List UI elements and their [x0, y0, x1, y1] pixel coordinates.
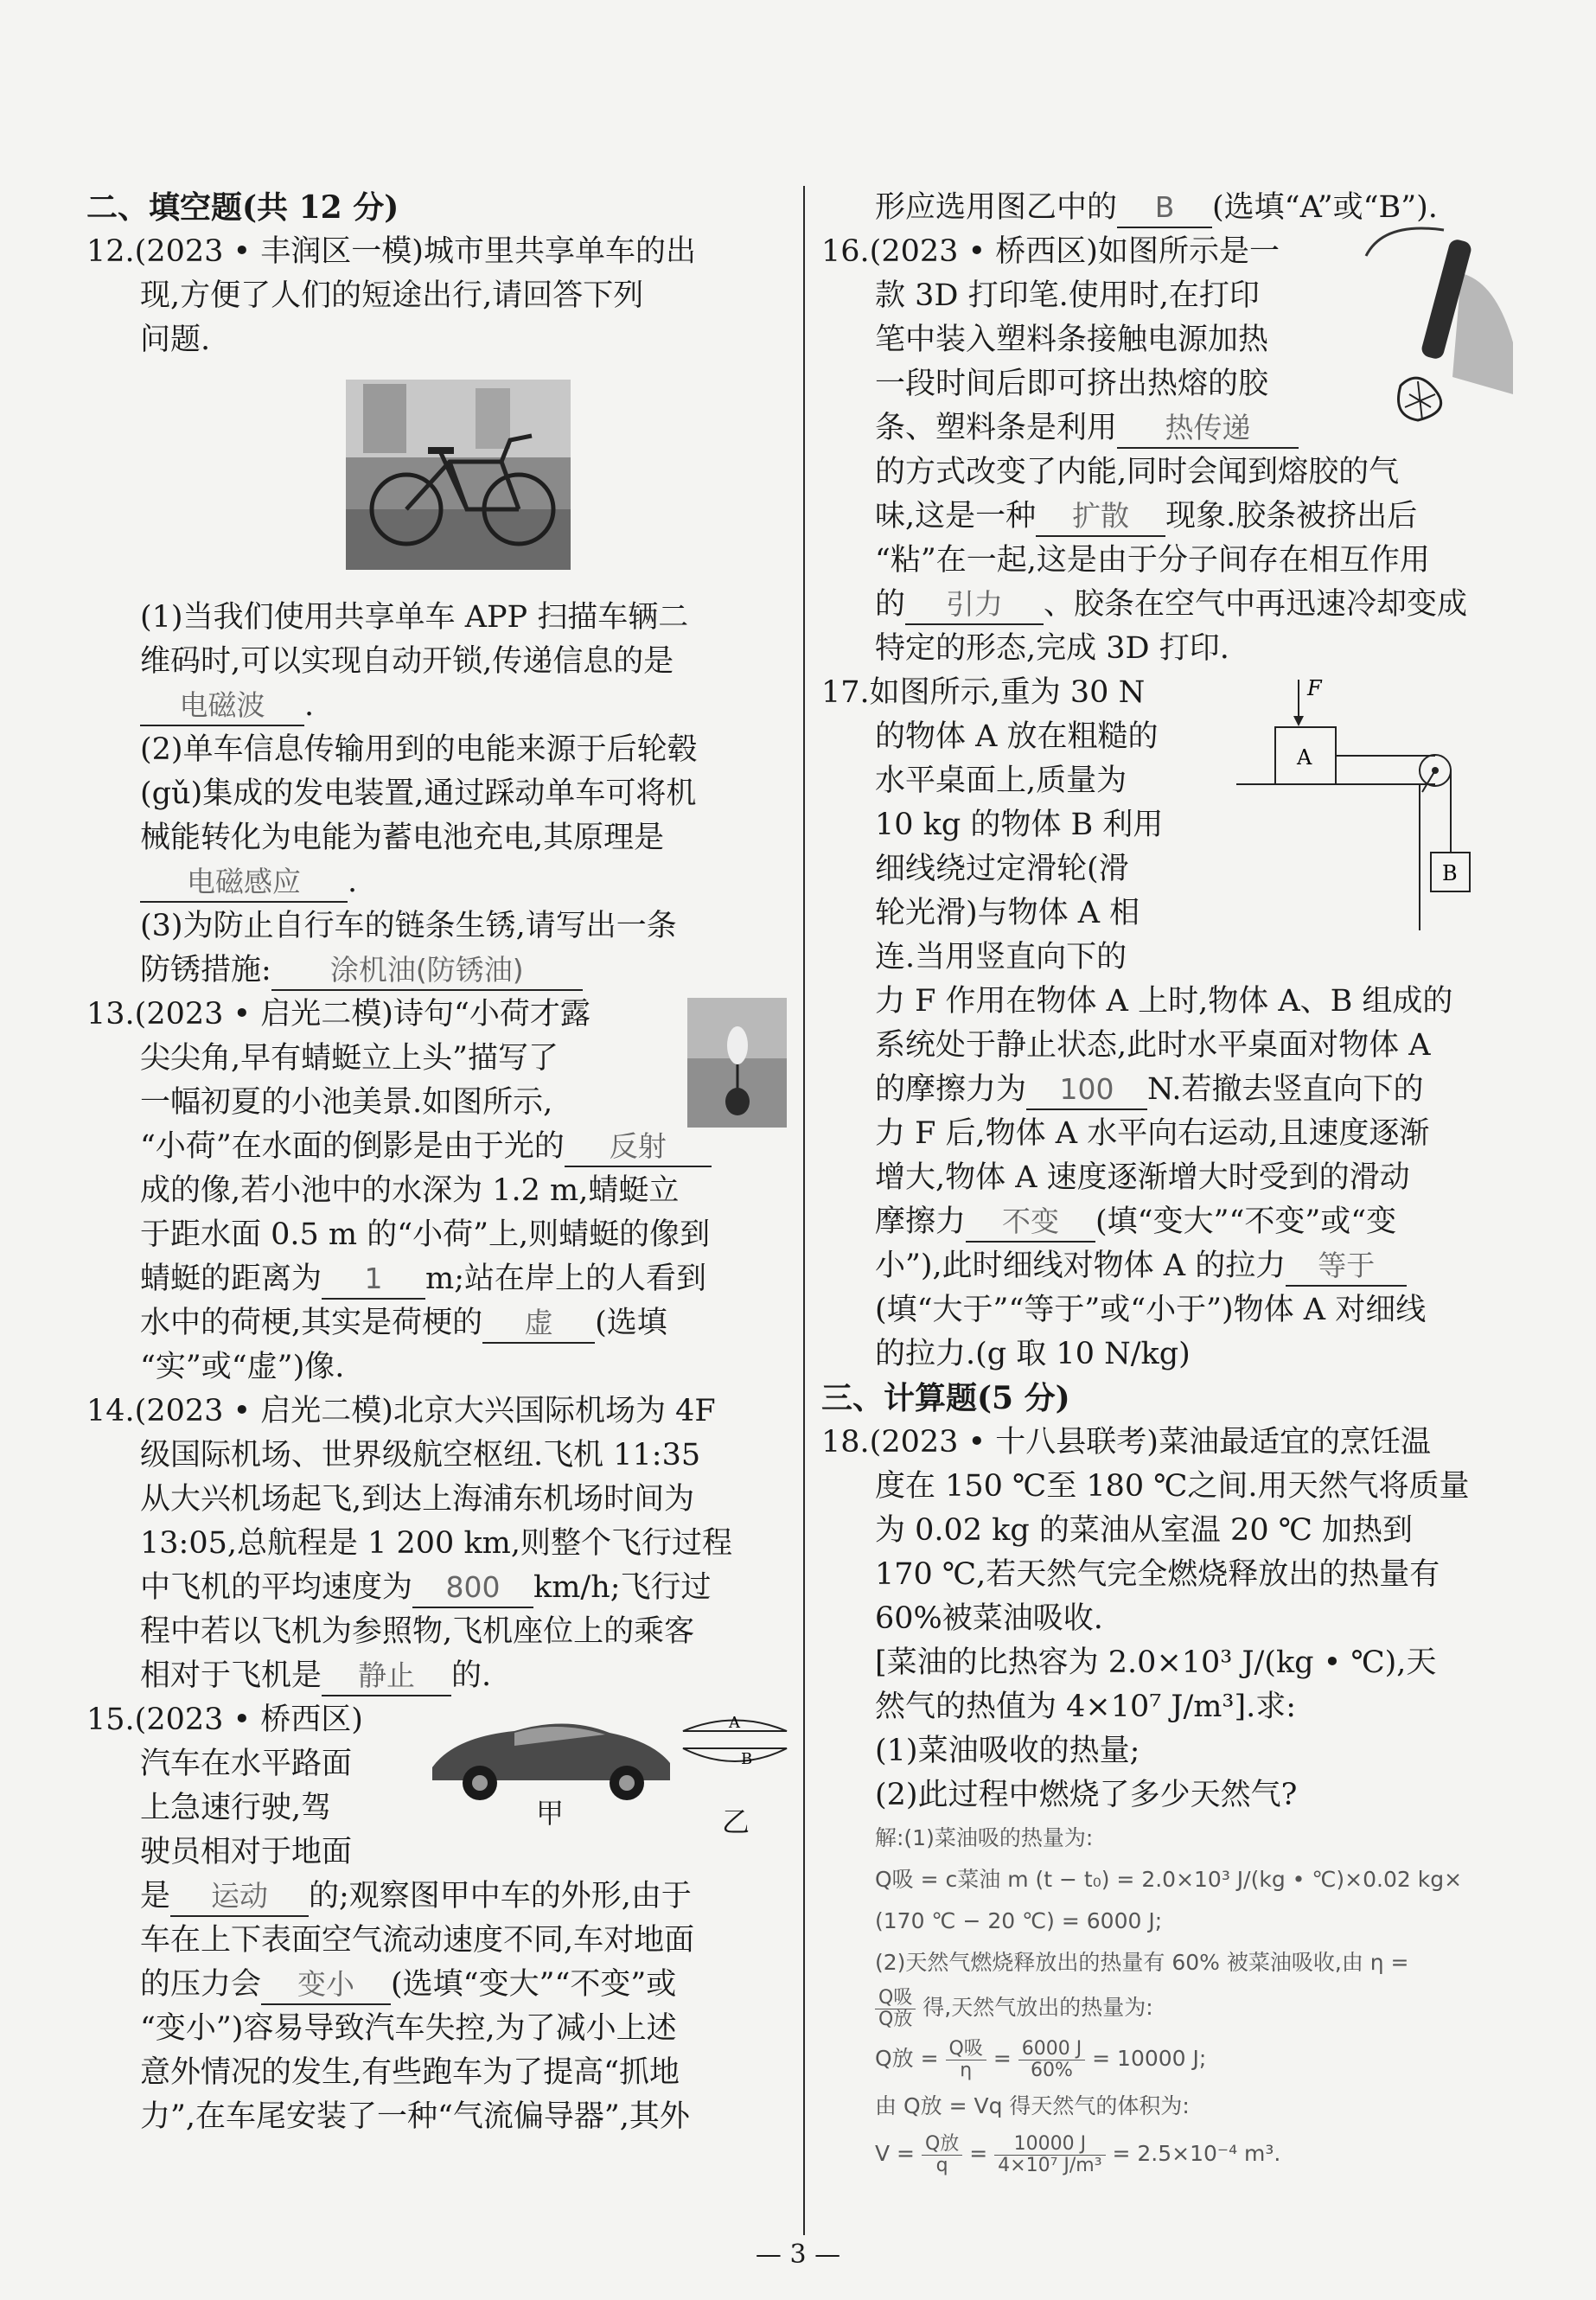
- q15-text: (选填“变大”“不变”或: [391, 1967, 677, 2002]
- q17-text: N.若撤去竖直向下的: [1147, 1072, 1424, 1107]
- q17-line: 17.如图所示,重为 30 N: [821, 675, 1146, 710]
- q14-line: 级国际机场、世界级航空枢纽.飞机 11:35: [140, 1438, 701, 1473]
- q17-text: (填“变大”“不变”或“变: [1095, 1204, 1397, 1239]
- fraction: $\frac{\text{Q吸}}{\text{Q放}}$: [875, 1988, 916, 2030]
- solution-text: =: [993, 2046, 1012, 2071]
- q17-text: 摩擦力: [875, 1204, 967, 1239]
- q16-line: 的方式改变了内能,同时会闻到熔胶的气: [875, 455, 1400, 489]
- q12-line: 维码时,可以实现自动开锁,传递信息的是: [140, 644, 674, 679]
- q17-line: 轮光滑)与物体 A 相: [875, 896, 1140, 930]
- q18-line: 60%被菜油吸收.: [875, 1601, 1103, 1636]
- q18-line: 18.(2023 • 十八县联考)菜油最适宜的烹饪温: [821, 1425, 1431, 1460]
- answer-blank[interactable]: 100: [1026, 1070, 1147, 1110]
- q15-text: 的压力会: [140, 1967, 262, 2002]
- q14-text: km/h;飞行过: [533, 1570, 712, 1605]
- q18-subquestion: (2)此过程中燃烧了多少天然气?: [875, 1778, 1298, 1812]
- q15-line: 汽车在水平路面: [140, 1747, 353, 1781]
- q16-line: 笔中装入塑料条接触电源加热: [875, 323, 1269, 357]
- q16-text: 条、塑料条是利用: [875, 411, 1118, 445]
- q13-line: 一幅初夏的小池美景.如图所示,: [140, 1085, 553, 1120]
- q17-line: 水平桌面上,质量为: [875, 763, 1127, 798]
- pulley-diagram: [1228, 671, 1513, 939]
- answer-blank[interactable]: 等于: [1286, 1247, 1407, 1287]
- solution-text: = 10000 J;: [1092, 2046, 1207, 2071]
- airfoil-label-B: B: [741, 1750, 753, 1768]
- q12-line: (gǔ)集成的发电装置,通过踩动单车可将机: [140, 776, 697, 811]
- solution-text: 得,天然气放出的热量为:: [922, 1995, 1153, 2020]
- q15-line: 上急速行驶,驾: [140, 1791, 332, 1825]
- lotus-photo: [687, 998, 787, 1128]
- q18-subquestion: (1)菜油吸收的热量;: [875, 1734, 1140, 1768]
- q14-text: 的.: [451, 1658, 492, 1693]
- q12-line: 12.(2023 • 丰润区一模)城市里共享单车的出: [86, 234, 696, 269]
- q15-text: (选填“A”或“B”).: [1212, 190, 1438, 225]
- q16-line: 16.(2023 • 桥西区)如图所示是一: [821, 234, 1280, 269]
- answer-blank[interactable]: 电磁感应: [140, 863, 348, 903]
- q18-line: 然气的热值为 4×10⁷ J/m³].求:: [875, 1690, 1297, 1724]
- q17-line: 10 kg 的物体 B 利用: [875, 808, 1164, 842]
- q15-text: 是: [140, 1879, 171, 1913]
- fraction: $\frac{\text{Q放}}{q}$: [922, 2134, 962, 2176]
- answer-blank[interactable]: 虚: [482, 1304, 595, 1344]
- airfoil-label-A: A: [729, 1714, 740, 1732]
- q17-text: 的摩擦力为: [875, 1072, 1027, 1107]
- q15-line: 力”,在车尾安装了一种“气流偏导器”,其外: [140, 2099, 690, 2134]
- section-title-fill-blank: 二、填空题(共 12 分): [86, 189, 399, 226]
- q14-line: 14.(2023 • 启光二模)北京大兴国际机场为 4F: [86, 1394, 716, 1428]
- column-divider: [803, 186, 805, 2235]
- q13-text: 水中的荷梗,其实是荷梗的: [140, 1306, 483, 1340]
- page-number: — 3 —: [755, 2239, 841, 2270]
- q18-line: [菜油的比热容为 2.0×10³ J/(kg • ℃),天: [875, 1645, 1437, 1680]
- q18-line: 为 0.02 kg 的菜油从室温 20 ℃ 加热到: [875, 1513, 1413, 1548]
- q14-line: 程中若以飞机为参照物,飞机座位上的乘客: [140, 1614, 695, 1649]
- q18-line: 170 ℃,若天然气完全燃烧释放出的热量有: [875, 1557, 1440, 1592]
- q12-line: (2)单车信息传输用到的电能来源于后轮毂: [140, 732, 698, 767]
- block-label-A: A: [1297, 745, 1312, 770]
- question-15: [86, 1698, 795, 2139]
- answer-blank[interactable]: 不变: [966, 1203, 1095, 1243]
- solution-text: = 2.5×10⁻⁴ m³.: [1112, 2141, 1281, 2166]
- solution-text: =: [969, 2141, 988, 2166]
- q17-text: 小”),此时细线对物体 A 的拉力: [875, 1249, 1286, 1283]
- q12-text: 防锈措施:: [140, 953, 271, 987]
- section-title-calculation: 三、计算题(5 分): [821, 1380, 1070, 1416]
- solution-line: [875, 2127, 1526, 2181]
- figure-label-yi: 乙: [722, 1805, 750, 1838]
- answer-blank[interactable]: 反射: [565, 1128, 712, 1167]
- q12-figure-area: [86, 362, 795, 596]
- q16-line: “粘”在一起,这是由于分子间存在相互作用: [875, 543, 1430, 578]
- q13-text: “小荷”在水面的倒影是由于光的: [140, 1129, 565, 1164]
- q16-text: 、胶条在空气中再迅速冷却变成: [1044, 587, 1468, 622]
- solution-line: (170 ℃ − 20 ℃) = 6000 J;: [875, 1908, 1163, 1933]
- answer-blank[interactable]: 扩散: [1036, 497, 1165, 537]
- right-column: [821, 186, 1526, 2181]
- q18-solution: [821, 1818, 1526, 2181]
- answer-blank[interactable]: 静止: [322, 1657, 451, 1696]
- q17-line: 增大,物体 A 速度逐渐增大时受到的滑动: [875, 1160, 1410, 1195]
- question-16: [821, 230, 1526, 671]
- 3d-pen-photo: [1349, 221, 1522, 438]
- solution-text: Q放 =: [875, 2046, 939, 2071]
- figure-label-jia: 甲: [536, 1797, 565, 1830]
- q17-line: 的拉力.(g 取 10 N/kg): [875, 1337, 1191, 1371]
- q12-line: 现,方便了人们的短途出行,请回答下列: [140, 278, 644, 313]
- q15-line: 15.(2023 • 桥西区): [86, 1703, 363, 1737]
- q17-line: 细线绕过定滑轮(滑: [875, 852, 1129, 886]
- question-12: 12.(2023 • 丰润区一模)城市里共享单车的出 现,方便了人们的短途出行,请回答下列 问题. (1)当我们使用共享单车 APP 扫描车辆二 维码时,可以实现自动开锁,传递信息的是 电磁波 . (2)单车信息传输用到的电能来源于后轮毂 (gǔ)集成的发电装置,通过踩动单车可将机 械能转化为电能为蓄电池充电,其原理是 电磁感应 . (3)为防止自行车的链条生锈,请写出一条 防锈措施: 涂机油(防锈油): [86, 230, 795, 993]
- q16-line: 特定的形态,完成 3D 打印.: [875, 631, 1229, 666]
- question-18: [821, 1421, 1526, 2181]
- left-column: [86, 186, 795, 2139]
- q17-line: 力 F 后,物体 A 水平向右运动,且速度逐渐: [875, 1116, 1430, 1151]
- solution-line: (2)天然气燃烧释放出的热量有 60% 被菜油吸收,由 η =: [875, 1950, 1409, 1975]
- q15-line: “变小”)容易导致汽车失控,为了减小上述: [140, 2011, 677, 2046]
- answer-blank[interactable]: 电磁波: [140, 687, 304, 726]
- q13-line: 尖尖角,早有蜻蜓立上头”描写了: [140, 1041, 559, 1076]
- q12-line: (3)为防止自行车的链条生锈,请写出一条: [140, 909, 677, 943]
- q15-line: 驶员相对于地面: [140, 1835, 353, 1869]
- answer-blank[interactable]: 涂机油(防锈油): [271, 951, 583, 991]
- solution-line: [875, 1984, 1526, 2032]
- solution-line: Q吸 = c菜油 m (t − t₀) = 2.0×10³ J/(kg • ℃)×0.02 kg×: [875, 1867, 1463, 1892]
- answer-blank[interactable]: B: [1117, 188, 1212, 228]
- solution-text: V =: [875, 2141, 915, 2166]
- q12-line: (1)当我们使用共享单车 APP 扫描车辆二: [140, 600, 689, 635]
- q17-line: 系统处于静止状态,此时水平桌面对物体 A: [875, 1028, 1431, 1063]
- airfoil-diagram: [679, 1714, 791, 1783]
- solution-line: 由 Q放 = Vq 得天然气的体积为:: [875, 2093, 1190, 2118]
- force-label-F: F: [1307, 676, 1322, 700]
- q17-line: 的物体 A 放在粗糙的: [875, 719, 1159, 754]
- q18-line: 度在 150 ℃至 180 ℃之间.用天然气将质量: [875, 1469, 1470, 1504]
- q17-line: (填“大于”“等于”或“小于”)物体 A 对细线: [875, 1293, 1427, 1327]
- q17-line: 力 F 作用在物体 A 上时,物体 A、B 组成的: [875, 984, 1453, 1019]
- fraction: $\frac{6000 J}{60\%}$: [1018, 2039, 1085, 2081]
- q16-text: 现象.胶条被挤出后: [1165, 499, 1418, 533]
- answer-blank[interactable]: 800: [412, 1568, 533, 1608]
- q13-line: 成的像,若小池中的水深为 1.2 m,蜻蜓立: [140, 1173, 680, 1208]
- q15-text: 形应选用图乙中的: [875, 190, 1118, 225]
- q13-line: 13.(2023 • 启光二模)诗句“小荷才露: [86, 997, 591, 1032]
- q13-line: “实”或“虚”)像.: [140, 1350, 345, 1384]
- question-13: [86, 993, 795, 1390]
- q17-line: 连.当用竖直向下的: [875, 940, 1127, 974]
- q14-text: 相对于飞机是: [140, 1658, 322, 1693]
- block-label-B: B: [1442, 861, 1458, 885]
- answer-blank[interactable]: 运动: [170, 1877, 309, 1917]
- question-14: [86, 1390, 795, 1698]
- q12-line: 械能转化为电能为蓄电池充电,其原理是: [140, 821, 665, 855]
- q14-text: 中飞机的平均速度为: [140, 1570, 413, 1605]
- answer-blank[interactable]: 1: [322, 1260, 425, 1300]
- q13-text: m;站在岸上的人看到: [425, 1262, 706, 1296]
- q16-line: 一段时间后即可挤出热熔的胶: [875, 367, 1269, 401]
- q16-line: 款 3D 打印笔.使用时,在打印: [875, 278, 1260, 313]
- q13-line: 于距水面 0.5 m 的“小荷”上,则蜻蜓的像到: [140, 1217, 711, 1252]
- bicycle-photo: [346, 380, 571, 570]
- fraction: $\frac{10000 J}{\text{4×10⁷ J/m³}}$: [994, 2134, 1105, 2176]
- q15-line: 意外情况的发生,有些跑车为了提高“抓地: [140, 2055, 680, 2090]
- fraction: $\frac{\text{Q吸}}{\eta}$: [946, 2039, 986, 2081]
- q14-line: 从大兴机场起飞,到达上海浦东机场时间为: [140, 1482, 695, 1517]
- answer-blank[interactable]: 引力: [905, 585, 1044, 625]
- q14-line: 13:05,总航程是 1 200 km,则整个飞行过程: [140, 1526, 732, 1561]
- q15-line: 车在上下表面空气流动速度不同,车对地面: [140, 1923, 695, 1958]
- q15-text: 的;观察图甲中车的外形,由于: [309, 1879, 692, 1913]
- q13-text: 蜻蜓的距离为: [140, 1262, 322, 1296]
- solution-line: [875, 2032, 1526, 2086]
- q16-text: 的: [875, 587, 906, 622]
- q16-text: 味,这是一种: [875, 499, 1037, 533]
- solution-line: 解:(1)菜油吸的热量为:: [875, 1825, 1094, 1850]
- answer-blank[interactable]: 变小: [261, 1965, 391, 2005]
- q12-line: 问题.: [140, 323, 211, 357]
- q13-text: (选填: [595, 1306, 667, 1340]
- question-17: [821, 671, 1526, 1377]
- answer-blank[interactable]: 热传递: [1117, 409, 1299, 449]
